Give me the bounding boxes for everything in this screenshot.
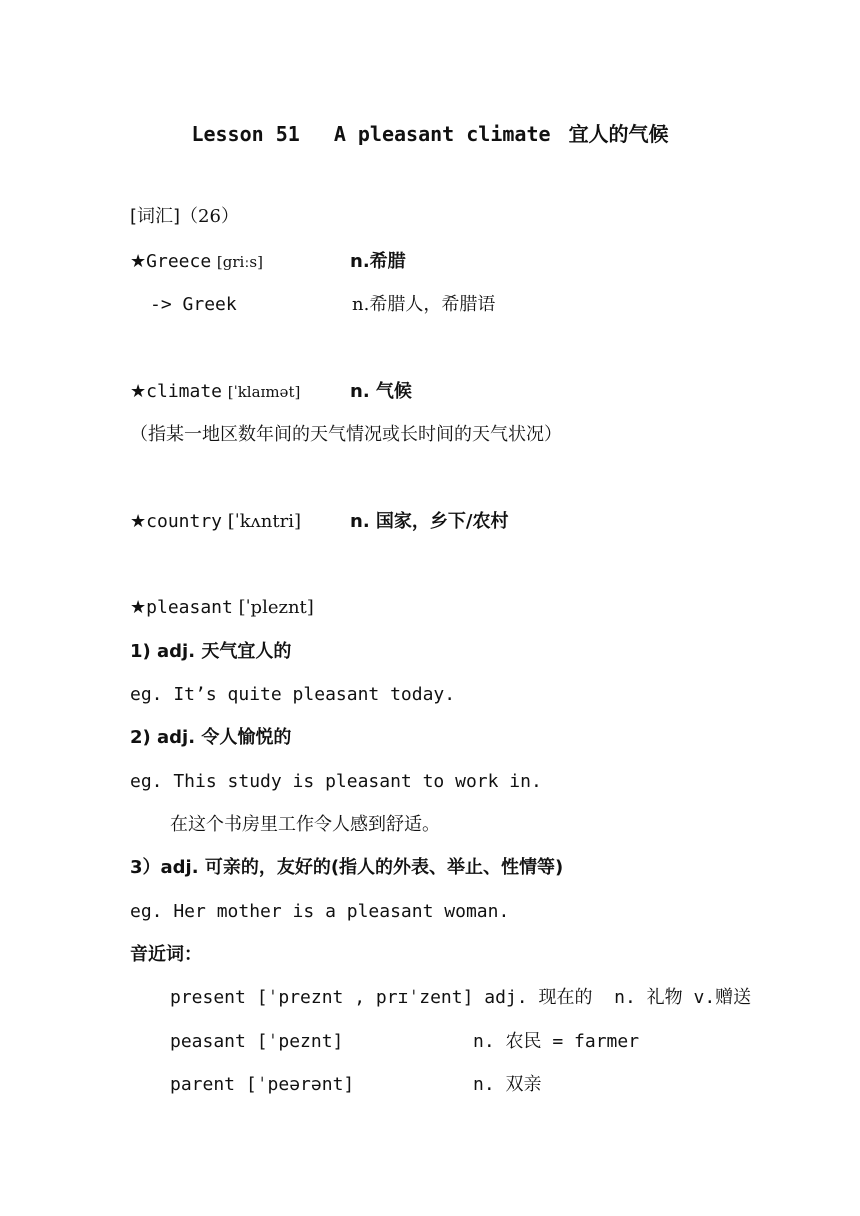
entry-word: pleasant <box>146 597 233 618</box>
similar-phonetic: [ˈpeərənt] <box>245 1074 355 1095</box>
entry-meaning: n. 国家，乡下/农村 <box>350 511 509 532</box>
entry-word: country <box>146 511 222 532</box>
entry-climate <box>130 383 300 401</box>
example-3: eg. Her mother is a pleasant woman. <box>130 901 510 922</box>
entry-note: （指某一地区数年间的天气情况或长时间的天气状况） <box>130 424 562 445</box>
entry-meaning: n.希腊 <box>350 251 406 272</box>
similar-phonetic: [ˈpeznt] <box>256 1031 344 1052</box>
example-2-translation: 在这个书房里工作令人感到舒适。 <box>170 814 440 835</box>
example-2: eg. This study is pleasant to work in. <box>130 771 542 792</box>
similar-word: present <box>170 987 246 1008</box>
entry-phonetic: [ˈklaɪmət] <box>227 383 301 401</box>
page-title <box>0 118 860 147</box>
similar-meaning: adj. 现在的 n. 礼物 v.赠送 <box>484 987 752 1008</box>
lesson-title-english: A pleasant climate <box>333 122 551 146</box>
similar-meaning: n. 农民 = farmer <box>473 1031 640 1052</box>
sense-3: 3）adj. 可亲的，友好的(指人的外表、举止、性情等) <box>130 857 564 878</box>
entry-word: climate <box>146 381 222 402</box>
similar-word-row <box>170 989 751 1007</box>
entry-pleasant <box>130 599 314 617</box>
entry-word: Greece <box>146 251 212 272</box>
entry-phonetic: [ˈkʌntri] <box>227 511 301 532</box>
vocab-header <box>130 208 239 226</box>
example-1: eg. It’s quite pleasant today. <box>130 684 456 705</box>
entry-phonetic: [ˈpleznt] <box>238 597 314 618</box>
derived-meaning: n.希腊人，希腊语 <box>352 294 496 315</box>
derived-entry-greek <box>150 296 237 314</box>
star-icon: ★ <box>130 511 147 532</box>
entry-meaning: n. 气候 <box>350 381 412 402</box>
similar-phonetic: [ˈpreznt , prɪˈzent] <box>256 987 474 1008</box>
lesson-number: Lesson 51 <box>191 122 300 146</box>
star-icon: ★ <box>130 381 147 402</box>
sense-2: 2) adj. 令人愉悦的 <box>130 727 292 748</box>
similar-word-row <box>170 1076 354 1094</box>
derived-arrow: -> <box>150 294 172 315</box>
star-icon: ★ <box>130 251 147 272</box>
similar-meaning: n. 双亲 <box>473 1074 542 1095</box>
similar-word: parent <box>170 1074 236 1095</box>
similar-sounds-label: 音近词： <box>130 944 202 965</box>
entry-greece <box>130 253 263 271</box>
entry-phonetic: [griːs] <box>216 253 263 271</box>
star-icon: ★ <box>130 597 147 618</box>
lesson-title-chinese: 宜人的气候 <box>568 122 669 146</box>
derived-word: Greek <box>182 294 237 315</box>
vocab-header-count: （26） <box>180 206 239 227</box>
similar-word-row <box>170 1033 343 1051</box>
sense-1: 1) adj. 天气宜人的 <box>130 641 292 662</box>
similar-word: peasant <box>170 1031 246 1052</box>
entry-country <box>130 513 301 531</box>
vocab-header-label: [词汇] <box>130 206 181 227</box>
